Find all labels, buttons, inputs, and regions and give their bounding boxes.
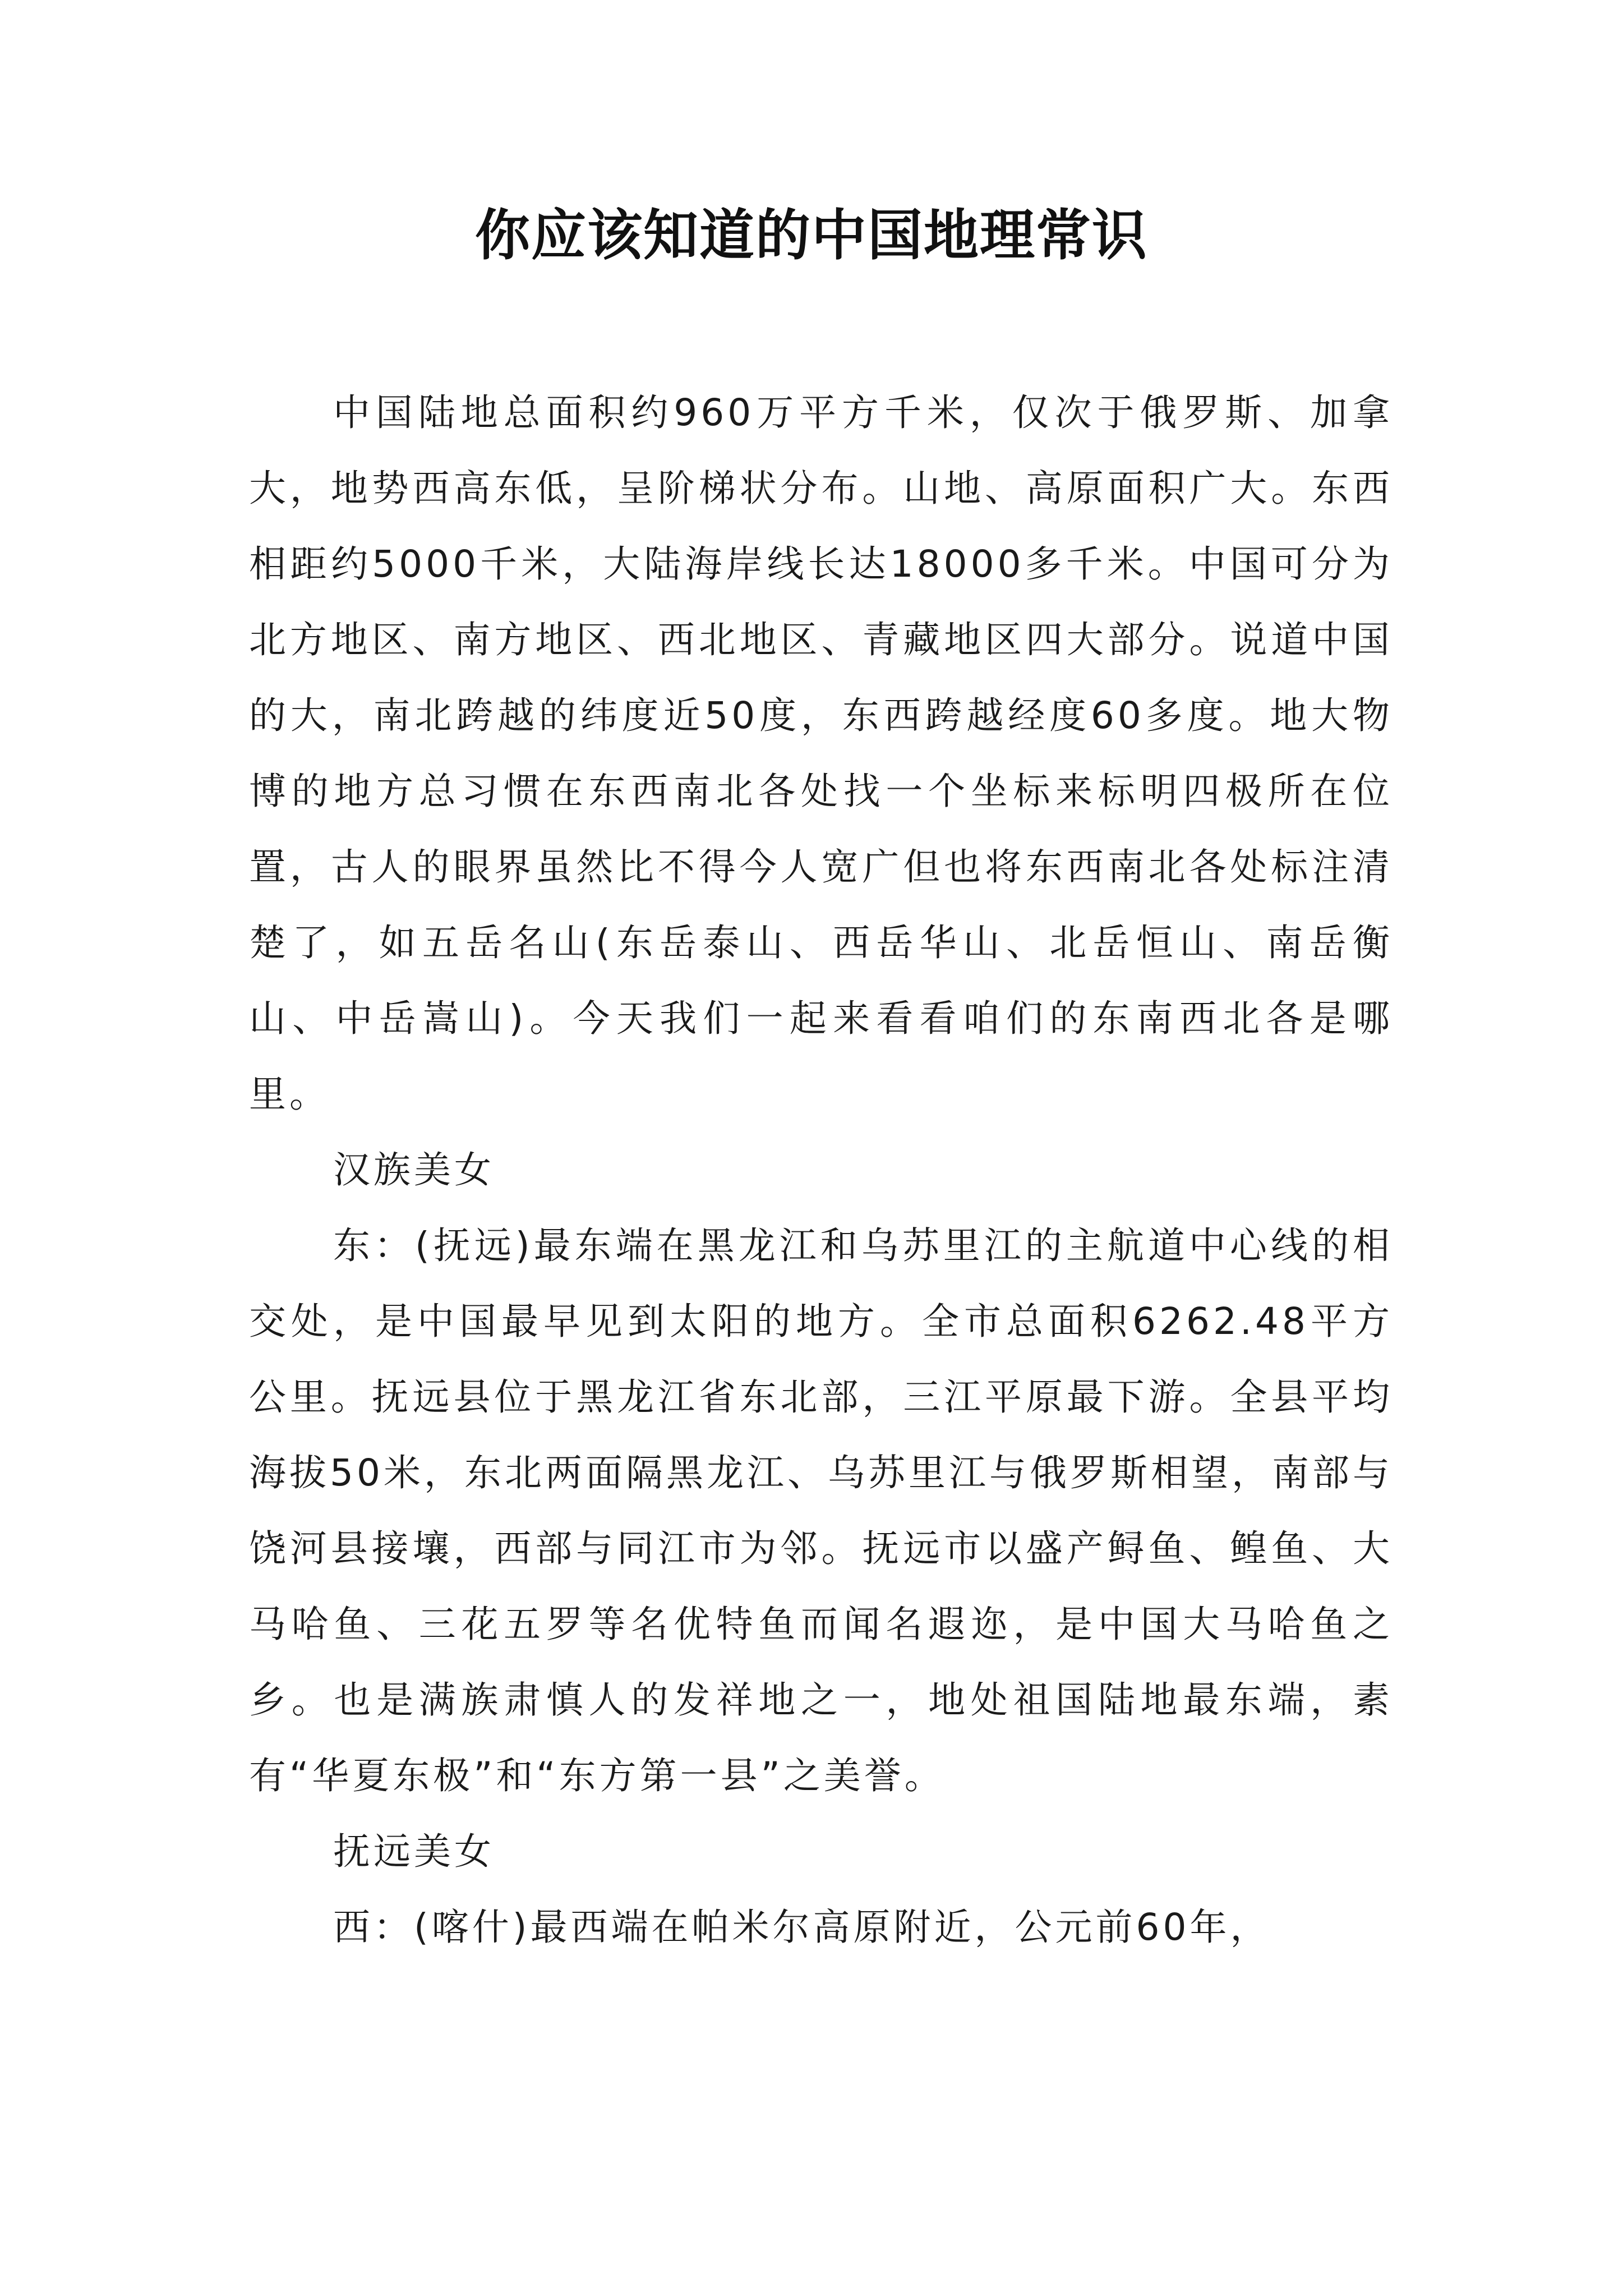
image-caption-han-beauty: 汉族美女 bbox=[333, 1148, 495, 1191]
paragraph-intro: 中国陆地总面积约960万平方千米，仅次于俄罗斯、加拿大，地势西高东低，呈阶梯状分布。山地、高原面积广大。东西相距约5000千米，大陆海岸线长达18000多千米。中国可分为北方地区、南方地区、西北地区、青藏地区四大部分。说道中国的大，南北跨越的纬度近50度，东西跨越经度60多度。地大物博的地方总习惯在东西南北各处找一个坐标来标明四极所在位置，古人的眼界虽然比不得今人宽广但也将东西南北各处标注清楚了，如五岳名山(东岳泰山、西岳华山、北岳恒山、南岳衡山、中岳嵩山)。今天我们一起来看看咱们的东南西北各是哪里。 bbox=[249, 391, 1393, 1116]
document-title: 你应该知道的中国地理常识 bbox=[474, 203, 1148, 268]
document-body bbox=[249, 375, 1393, 1965]
paragraph-west: 西：(喀什)最西端在帕米尔高原附近，公元前60年， bbox=[333, 1906, 1271, 1949]
paragraph-east: 东：(抚远)最东端在黑龙江和乌苏里江的主航道中心线的相交处，是中国最早见到太阳的地方。全市总面积6262.48平方公里。抚远县位于黑龙江省东北部，三江平原最下游。全县平均海拔50米，东北两面隔黑龙江、乌苏里江与俄罗斯相望，南部与饶河县接壤，西部与同江市为邻。抚远市以盛产鲟鱼、鳇鱼、大马哈鱼、三花五罗等名优特鱼而闻名遐迩，是中国大马哈鱼之乡。也是满族肃慎人的发祥地之一，地处祖国陆地最东端，素有“华夏东极”和“东方第一县”之美誉。 bbox=[249, 1224, 1393, 1797]
image-caption-fuyuan-beauty: 抚远美女 bbox=[333, 1830, 495, 1873]
